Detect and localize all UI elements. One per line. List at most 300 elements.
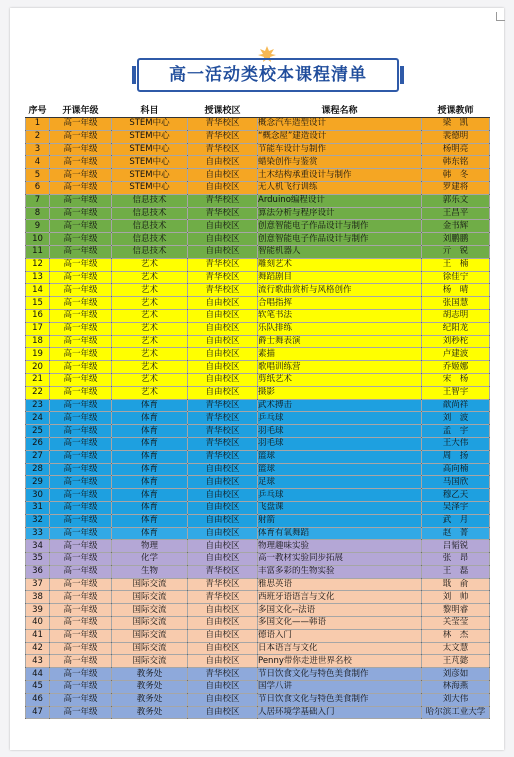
cell-no: 14: [26, 284, 50, 297]
cell-grade: 高一年级: [50, 527, 112, 540]
cell-teacher: 刘秒柁: [422, 335, 490, 348]
cell-campus: 青华校区: [188, 130, 258, 143]
cell-campus: 青华校区: [188, 207, 258, 220]
cell-grade: 高一年级: [50, 322, 112, 335]
cell-campus: 自由校区: [188, 373, 258, 386]
cell-campus: 自由校区: [188, 361, 258, 374]
cell-course: 无人机飞行训练: [258, 181, 422, 194]
table-row: [26, 617, 490, 630]
cell-campus: 青华校区: [188, 143, 258, 156]
cell-teacher: 黎明睿: [422, 604, 490, 617]
cell-campus: 青华校区: [188, 437, 258, 450]
cell-grade: 高一年级: [50, 629, 112, 642]
cell-course: 物理趣味实验: [258, 540, 422, 553]
cell-teacher: 纪阳龙: [422, 322, 490, 335]
cell-campus: 自由校区: [188, 386, 258, 399]
cell-subject: 教务处: [112, 668, 188, 681]
cell-teacher: 王智宇: [422, 386, 490, 399]
cell-campus: 自由校区: [188, 655, 258, 668]
cell-course: 节能车设计与制作: [258, 143, 422, 156]
table-row: [26, 156, 490, 169]
cell-no: 21: [26, 373, 50, 386]
cell-no: 3: [26, 143, 50, 156]
table-row: [26, 233, 490, 246]
table-row: [26, 425, 490, 438]
cell-grade: 高一年级: [50, 437, 112, 450]
cell-campus: 自由校区: [188, 181, 258, 194]
cell-no: 4: [26, 156, 50, 169]
cell-course: 丰富多彩的生物实验: [258, 565, 422, 578]
cell-teacher: 杨明亮: [422, 143, 490, 156]
cell-no: 22: [26, 386, 50, 399]
cell-campus: 青华校区: [188, 284, 258, 297]
cell-subject: 体育: [112, 489, 188, 502]
cell-no: 38: [26, 591, 50, 604]
cell-teacher: 武 月: [422, 514, 490, 527]
cell-grade: 高一年级: [50, 463, 112, 476]
cell-grade: 高一年级: [50, 425, 112, 438]
cell-teacher: 宋 杨: [422, 373, 490, 386]
cell-course: 智能机器人: [258, 245, 422, 258]
cell-campus: 自由校区: [188, 476, 258, 489]
table-row: [26, 335, 490, 348]
cell-grade: 高一年级: [50, 245, 112, 258]
cell-grade: 高一年级: [50, 514, 112, 527]
cell-course: 乐队排练: [258, 322, 422, 335]
cell-course: 多国文化——韩语: [258, 617, 422, 630]
cell-course: 剪纸艺术: [258, 373, 422, 386]
table-row: [26, 245, 490, 258]
title-banner: [137, 58, 399, 92]
cell-no: 27: [26, 450, 50, 463]
cell-campus: 青华校区: [188, 450, 258, 463]
cell-course: Arduino编程设计: [258, 194, 422, 207]
cell-subject: 国际交流: [112, 642, 188, 655]
cell-campus: 自由校区: [188, 463, 258, 476]
cell-subject: 体育: [112, 463, 188, 476]
cell-subject: 体育: [112, 501, 188, 514]
cell-grade: 高一年级: [50, 284, 112, 297]
header-no: 序号: [26, 105, 50, 118]
table-row: [26, 194, 490, 207]
cell-subject: STEM中心: [112, 143, 188, 156]
cell-subject: 化学: [112, 553, 188, 566]
cell-course: 素描: [258, 348, 422, 361]
cell-subject: 艺术: [112, 335, 188, 348]
course-table: [25, 105, 490, 719]
table-row: [26, 284, 490, 297]
cell-teacher: 王大伟: [422, 437, 490, 450]
cell-teacher: 刘 波: [422, 412, 490, 425]
cell-grade: 高一年级: [50, 130, 112, 143]
cell-grade: 高一年级: [50, 361, 112, 374]
cell-subject: 信息技术: [112, 233, 188, 246]
cell-subject: 体育: [112, 412, 188, 425]
cell-course: 国学八讲: [258, 681, 422, 694]
cell-subject: 体育: [112, 476, 188, 489]
cell-teacher: 哈尔滨工业大学: [422, 706, 490, 719]
cell-teacher: 高向楠: [422, 463, 490, 476]
table-row: [26, 565, 490, 578]
cell-grade: 高一年级: [50, 617, 112, 630]
cell-grade: 高一年级: [50, 156, 112, 169]
table-row: [26, 322, 490, 335]
cell-campus: 自由校区: [188, 629, 258, 642]
table-row: [26, 437, 490, 450]
cell-no: 39: [26, 604, 50, 617]
cell-teacher: 周 扬: [422, 450, 490, 463]
cell-teacher: 吴泽宇: [422, 501, 490, 514]
cell-course: 羽毛球: [258, 425, 422, 438]
cell-teacher: 梁 凯: [422, 118, 490, 131]
cell-no: 33: [26, 527, 50, 540]
cell-course: 乒乓球: [258, 412, 422, 425]
cell-course: 创意智能电子作品设计与制作: [258, 233, 422, 246]
cell-course: 西班牙语语言与文化: [258, 591, 422, 604]
cell-teacher: 关莹莹: [422, 617, 490, 630]
table-row: [26, 514, 490, 527]
cell-no: 30: [26, 489, 50, 502]
cell-grade: 高一年级: [50, 565, 112, 578]
cell-teacher: 歆尚祥: [422, 399, 490, 412]
cell-course: 高一教材实验同步拓展: [258, 553, 422, 566]
table-row: [26, 373, 490, 386]
table-row: [26, 501, 490, 514]
cell-subject: 信息技术: [112, 194, 188, 207]
cell-subject: 艺术: [112, 284, 188, 297]
cell-subject: 体育: [112, 437, 188, 450]
cell-no: 19: [26, 348, 50, 361]
cell-course: 歌唱训练营: [258, 361, 422, 374]
cell-subject: 国际交流: [112, 629, 188, 642]
cell-subject: 国际交流: [112, 591, 188, 604]
cell-subject: 体育: [112, 425, 188, 438]
cell-course: 德语入门: [258, 629, 422, 642]
page-corner-mark: [496, 12, 505, 21]
cell-course: 摄影: [258, 386, 422, 399]
cell-subject: 教务处: [112, 693, 188, 706]
cell-course: 多国文化--法语: [258, 604, 422, 617]
cell-teacher: 吕韬锐: [422, 540, 490, 553]
cell-no: 41: [26, 629, 50, 642]
cell-campus: 自由校区: [188, 706, 258, 719]
cell-course: 创意智能电子作品设计与制作: [258, 220, 422, 233]
cell-subject: 体育: [112, 527, 188, 540]
cell-no: 10: [26, 233, 50, 246]
cell-no: 15: [26, 297, 50, 310]
header-grade: 开课年级: [50, 105, 112, 118]
cell-subject: 教务处: [112, 706, 188, 719]
cell-course: 篮球: [258, 450, 422, 463]
cell-campus: 自由校区: [188, 156, 258, 169]
cell-no: 31: [26, 501, 50, 514]
cell-campus: 青华校区: [188, 399, 258, 412]
cell-grade: 高一年级: [50, 348, 112, 361]
cell-course: 土木结构承重设计与制作: [258, 169, 422, 182]
cell-course: 流行歌曲赏析与风格创作: [258, 284, 422, 297]
cell-course: 雕刻艺术: [258, 258, 422, 271]
table-row: [26, 348, 490, 361]
cell-campus: 自由校区: [188, 348, 258, 361]
cell-subject: 艺术: [112, 309, 188, 322]
cell-campus: 自由校区: [188, 527, 258, 540]
cell-grade: 高一年级: [50, 501, 112, 514]
cell-campus: 青华校区: [188, 258, 258, 271]
cell-subject: STEM中心: [112, 130, 188, 143]
cell-no: 24: [26, 412, 50, 425]
cell-grade: 高一年级: [50, 412, 112, 425]
table-row: [26, 591, 490, 604]
table-row: [26, 130, 490, 143]
cell-subject: 体育: [112, 399, 188, 412]
cell-teacher: 金书辉: [422, 220, 490, 233]
table-row: [26, 476, 490, 489]
cell-no: 23: [26, 399, 50, 412]
cell-grade: 高一年级: [50, 399, 112, 412]
cell-subject: 艺术: [112, 348, 188, 361]
cell-grade: 高一年级: [50, 271, 112, 284]
cell-grade: 高一年级: [50, 668, 112, 681]
cell-subject: 艺术: [112, 386, 188, 399]
cell-no: 18: [26, 335, 50, 348]
cell-grade: 高一年级: [50, 386, 112, 399]
cell-subject: 艺术: [112, 373, 188, 386]
cell-campus: 自由校区: [188, 681, 258, 694]
table-row: [26, 629, 490, 642]
cell-no: 40: [26, 617, 50, 630]
cell-no: 7: [26, 194, 50, 207]
cell-no: 46: [26, 693, 50, 706]
table-row: [26, 220, 490, 233]
cell-campus: 自由校区: [188, 220, 258, 233]
cell-grade: 高一年级: [50, 476, 112, 489]
cell-campus: 自由校区: [188, 169, 258, 182]
cell-no: 20: [26, 361, 50, 374]
table-row: [26, 181, 490, 194]
cell-course: 乒乓球: [258, 489, 422, 502]
table-header-row: [26, 105, 490, 118]
cell-teacher: 王 磊: [422, 565, 490, 578]
table-row: [26, 399, 490, 412]
cell-grade: 高一年级: [50, 258, 112, 271]
cell-campus: 自由校区: [188, 553, 258, 566]
cell-grade: 高一年级: [50, 169, 112, 182]
cell-no: 9: [26, 220, 50, 233]
cell-grade: 高一年级: [50, 335, 112, 348]
table-row: [26, 578, 490, 591]
cell-teacher: 郭乐文: [422, 194, 490, 207]
table-row: [26, 693, 490, 706]
cell-teacher: 徐佳宁: [422, 271, 490, 284]
cell-subject: 国际交流: [112, 617, 188, 630]
cell-no: 17: [26, 322, 50, 335]
cell-campus: 自由校区: [188, 617, 258, 630]
cell-campus: 青华校区: [188, 118, 258, 131]
page-title: 高一活动类校本课程清单: [169, 65, 367, 85]
cell-campus: 自由校区: [188, 233, 258, 246]
cell-campus: 青华校区: [188, 668, 258, 681]
cell-teacher: 赵 菁: [422, 527, 490, 540]
cell-grade: 高一年级: [50, 642, 112, 655]
cell-teacher: 林海燕: [422, 681, 490, 694]
table-row: [26, 668, 490, 681]
cell-campus: 自由校区: [188, 514, 258, 527]
cell-subject: 艺术: [112, 271, 188, 284]
cell-campus: 自由校区: [188, 642, 258, 655]
cell-teacher: 韩 冬: [422, 169, 490, 182]
cell-subject: 国际交流: [112, 604, 188, 617]
cell-teacher: 穆乙天: [422, 489, 490, 502]
cell-no: 42: [26, 642, 50, 655]
cell-teacher: 刘 帅: [422, 591, 490, 604]
table-row: [26, 412, 490, 425]
cell-subject: 艺术: [112, 322, 188, 335]
cell-no: 28: [26, 463, 50, 476]
cell-teacher: 孟 宇: [422, 425, 490, 438]
table-row: [26, 207, 490, 220]
cell-no: 11: [26, 245, 50, 258]
course-table-body: [26, 118, 490, 719]
cell-no: 5: [26, 169, 50, 182]
cell-teacher: 刘彦如: [422, 668, 490, 681]
cell-campus: 自由校区: [188, 501, 258, 514]
cell-subject: STEM中心: [112, 169, 188, 182]
cell-subject: 信息技术: [112, 245, 188, 258]
cell-grade: 高一年级: [50, 655, 112, 668]
cell-teacher: 张国慧: [422, 297, 490, 310]
cell-course: 蜡染创作与鉴赏: [258, 156, 422, 169]
cell-course: 羽毛球: [258, 437, 422, 450]
cell-no: 13: [26, 271, 50, 284]
cell-teacher: 王芃懿: [422, 655, 490, 668]
cell-grade: 高一年级: [50, 220, 112, 233]
cell-subject: 教务处: [112, 681, 188, 694]
cell-no: 6: [26, 181, 50, 194]
cell-course: 雅思英语: [258, 578, 422, 591]
cell-subject: STEM中心: [112, 156, 188, 169]
table-row: [26, 309, 490, 322]
cell-campus: 青华校区: [188, 565, 258, 578]
cell-grade: 高一年级: [50, 118, 112, 131]
cell-teacher: 张 昂: [422, 553, 490, 566]
cell-subject: STEM中心: [112, 181, 188, 194]
table-row: [26, 706, 490, 719]
cell-grade: 高一年级: [50, 194, 112, 207]
cell-subject: 艺术: [112, 297, 188, 310]
cell-grade: 高一年级: [50, 181, 112, 194]
header-subject: 科目: [112, 105, 188, 118]
cell-subject: 艺术: [112, 258, 188, 271]
cell-subject: 艺术: [112, 361, 188, 374]
cell-no: 47: [26, 706, 50, 719]
cell-campus: 青华校区: [188, 591, 258, 604]
cell-course: 飞盘课: [258, 501, 422, 514]
cell-no: 37: [26, 578, 50, 591]
cell-no: 29: [26, 476, 50, 489]
table-row: [26, 642, 490, 655]
table-row: [26, 271, 490, 284]
cell-grade: 高一年级: [50, 373, 112, 386]
cell-teacher: 卢建波: [422, 348, 490, 361]
cell-no: 32: [26, 514, 50, 527]
cell-no: 43: [26, 655, 50, 668]
table-row: [26, 386, 490, 399]
cell-course: Penny带你走进世界名校: [258, 655, 422, 668]
table-row: [26, 681, 490, 694]
table-row: [26, 143, 490, 156]
cell-grade: 高一年级: [50, 489, 112, 502]
cell-grade: 高一年级: [50, 207, 112, 220]
cell-course: 软笔书法: [258, 309, 422, 322]
cell-course: 射箭: [258, 514, 422, 527]
cell-teacher: 杨 晴: [422, 284, 490, 297]
cell-subject: 国际交流: [112, 578, 188, 591]
cell-course: 日本语言与文化: [258, 642, 422, 655]
cell-course: 算法分析与程序设计: [258, 207, 422, 220]
cell-campus: 自由校区: [188, 693, 258, 706]
cell-campus: 青华校区: [188, 578, 258, 591]
cell-campus: 青华校区: [188, 425, 258, 438]
cell-campus: 自由校区: [188, 604, 258, 617]
cell-teacher: 裴德明: [422, 130, 490, 143]
cell-subject: 国际交流: [112, 655, 188, 668]
cell-teacher: 太文慧: [422, 642, 490, 655]
cell-course: 篮球: [258, 463, 422, 476]
cell-campus: 自由校区: [188, 309, 258, 322]
cell-campus: 自由校区: [188, 540, 258, 553]
cell-no: 44: [26, 668, 50, 681]
cell-no: 35: [26, 553, 50, 566]
cell-grade: 高一年级: [50, 233, 112, 246]
cell-subject: 信息技术: [112, 220, 188, 233]
cell-subject: 信息技术: [112, 207, 188, 220]
cell-course: 爵士舞表演: [258, 335, 422, 348]
header-teacher: 授课教师: [422, 105, 490, 118]
cell-campus: 自由校区: [188, 489, 258, 502]
cell-teacher: 韩东铭: [422, 156, 490, 169]
table-row: [26, 463, 490, 476]
cell-campus: 青华校区: [188, 271, 258, 284]
cell-teacher: 刘大伟: [422, 693, 490, 706]
cell-campus: 自由校区: [188, 335, 258, 348]
cell-teacher: 亓 锐: [422, 245, 490, 258]
cell-grade: 高一年级: [50, 681, 112, 694]
header-course: 课程名称: [258, 105, 422, 118]
table-row: [26, 258, 490, 271]
cell-teacher: 乔姬娜: [422, 361, 490, 374]
table-row: [26, 553, 490, 566]
cell-no: 36: [26, 565, 50, 578]
cell-grade: 高一年级: [50, 143, 112, 156]
cell-course: 人居环境学基础入门: [258, 706, 422, 719]
cell-teacher: 王昌平: [422, 207, 490, 220]
cell-course: 合唱指挥: [258, 297, 422, 310]
cell-course: 节日饮食文化与特色美食制作: [258, 693, 422, 706]
cell-no: 8: [26, 207, 50, 220]
cell-grade: 高一年级: [50, 578, 112, 591]
cell-grade: 高一年级: [50, 604, 112, 617]
cell-grade: 高一年级: [50, 450, 112, 463]
cell-teacher: 罗建将: [422, 181, 490, 194]
cell-campus: 自由校区: [188, 322, 258, 335]
cell-grade: 高一年级: [50, 693, 112, 706]
cell-course: 舞蹈剧目: [258, 271, 422, 284]
cell-grade: 高一年级: [50, 591, 112, 604]
cell-subject: 物理: [112, 540, 188, 553]
cell-course: 武术搏击: [258, 399, 422, 412]
cell-no: 45: [26, 681, 50, 694]
cell-grade: 高一年级: [50, 540, 112, 553]
